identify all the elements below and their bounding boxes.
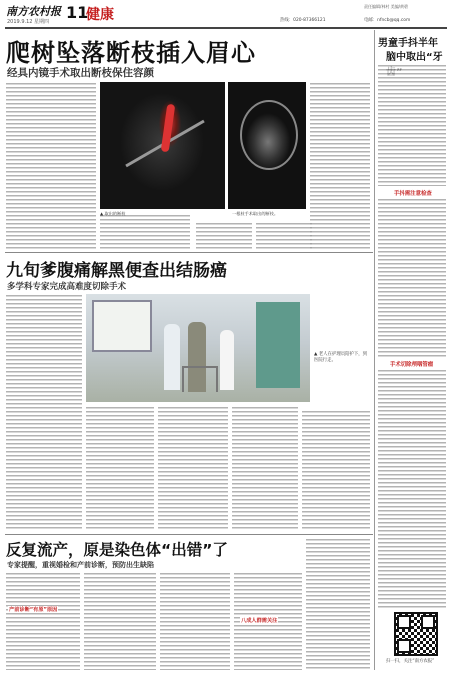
section-title: 健康 bbox=[86, 7, 114, 23]
article1-body-col3 bbox=[100, 214, 190, 250]
article1-photo-caption: ▲ 取出的断枝 bbox=[100, 211, 126, 216]
article3-body-col2 bbox=[84, 572, 156, 670]
article3-body-col5 bbox=[306, 538, 370, 670]
sidebar-title: 男童手抖半年 bbox=[378, 38, 438, 49]
article1-scan-image bbox=[228, 82, 306, 209]
article1-body-col1 bbox=[6, 82, 96, 214]
article3-subhead-1: 产前诊断“有原”原因 bbox=[9, 607, 58, 613]
qr-caption: 扫一扫，关注“南方农报” bbox=[386, 659, 435, 664]
article1-subtitle: 经具内镜手术取出断枝保住容颜 bbox=[7, 67, 154, 79]
article2-photo bbox=[86, 294, 310, 402]
sidebar-body-3 bbox=[378, 369, 446, 609]
sidebar-subhead-2: 手术切除颅咽管瘤 bbox=[390, 362, 434, 368]
article2-body-col1 bbox=[6, 294, 82, 530]
article1-title: 爬树坠落断枝插入眉心 bbox=[6, 39, 256, 67]
photo-walker bbox=[182, 366, 218, 392]
newspaper-logo: 南方农村报 bbox=[6, 5, 61, 18]
article2-body-col2 bbox=[86, 406, 154, 530]
article1-scan-caption: 一根枝手术取出的断枝。 bbox=[232, 211, 279, 216]
article1-body-col2 bbox=[6, 214, 96, 250]
sidebar-title-2: 脑中取出“牙 bbox=[386, 52, 443, 63]
article2-body-col3 bbox=[158, 406, 228, 530]
photo-person-nurse bbox=[164, 324, 180, 390]
issue-date: 2019.9.12 星期四 bbox=[7, 19, 50, 25]
article3-body-col3 bbox=[160, 572, 230, 670]
photo-person-doctor bbox=[220, 330, 234, 390]
qr-finder-tr bbox=[421, 615, 435, 629]
email: 电邮：nfncb@qq.com bbox=[364, 18, 411, 23]
page-number: 11 bbox=[66, 3, 89, 22]
sidebar-left-rule bbox=[374, 30, 375, 670]
article2-body-col4 bbox=[232, 406, 298, 530]
article1-body-col4 bbox=[196, 222, 252, 250]
article2-subtitle: 多学科专家完成高难度切除手术 bbox=[7, 282, 127, 292]
article3-subtitle: 专家提醒，重视婚检和产前诊断，预防出生缺陷 bbox=[7, 561, 154, 569]
article3-body-col1 bbox=[6, 572, 80, 670]
branch-fragment bbox=[161, 104, 176, 153]
sidebar-body-1 bbox=[378, 64, 446, 186]
sidebar-subhead-1: 手抖需注意检查 bbox=[394, 191, 432, 197]
article1-body-col5 bbox=[256, 222, 312, 250]
section-divider-1 bbox=[5, 252, 373, 253]
article2-photo-caption: ▲ 老人在护理员陪护下，到医院行走。 bbox=[314, 352, 368, 363]
article2-title: 九旬爹腹痛解黑便查出结肠癌 bbox=[6, 261, 227, 281]
editor-line: 责任编辑/林村 美编/黄碧 bbox=[364, 4, 408, 9]
article2-body-col6 bbox=[302, 410, 370, 530]
article1-body-col6 bbox=[310, 82, 370, 250]
article3-title: 反复流产，原是染色体“出错”了 bbox=[6, 541, 228, 559]
sidebar-body-2 bbox=[378, 198, 446, 358]
masthead-rule bbox=[5, 27, 447, 29]
article3-subhead-2: 八成人群需关注 bbox=[241, 618, 278, 624]
photo-door bbox=[256, 302, 300, 388]
article1-photo bbox=[100, 82, 225, 209]
qr-finder-tl bbox=[397, 615, 411, 629]
section-divider-2 bbox=[5, 534, 373, 535]
photo-window bbox=[92, 300, 152, 352]
qr-code-image[interactable] bbox=[394, 612, 438, 656]
scan-skull-outline bbox=[240, 100, 298, 170]
qr-finder-bl bbox=[397, 639, 411, 653]
hotline: 热线：020-87366121 bbox=[280, 18, 326, 23]
